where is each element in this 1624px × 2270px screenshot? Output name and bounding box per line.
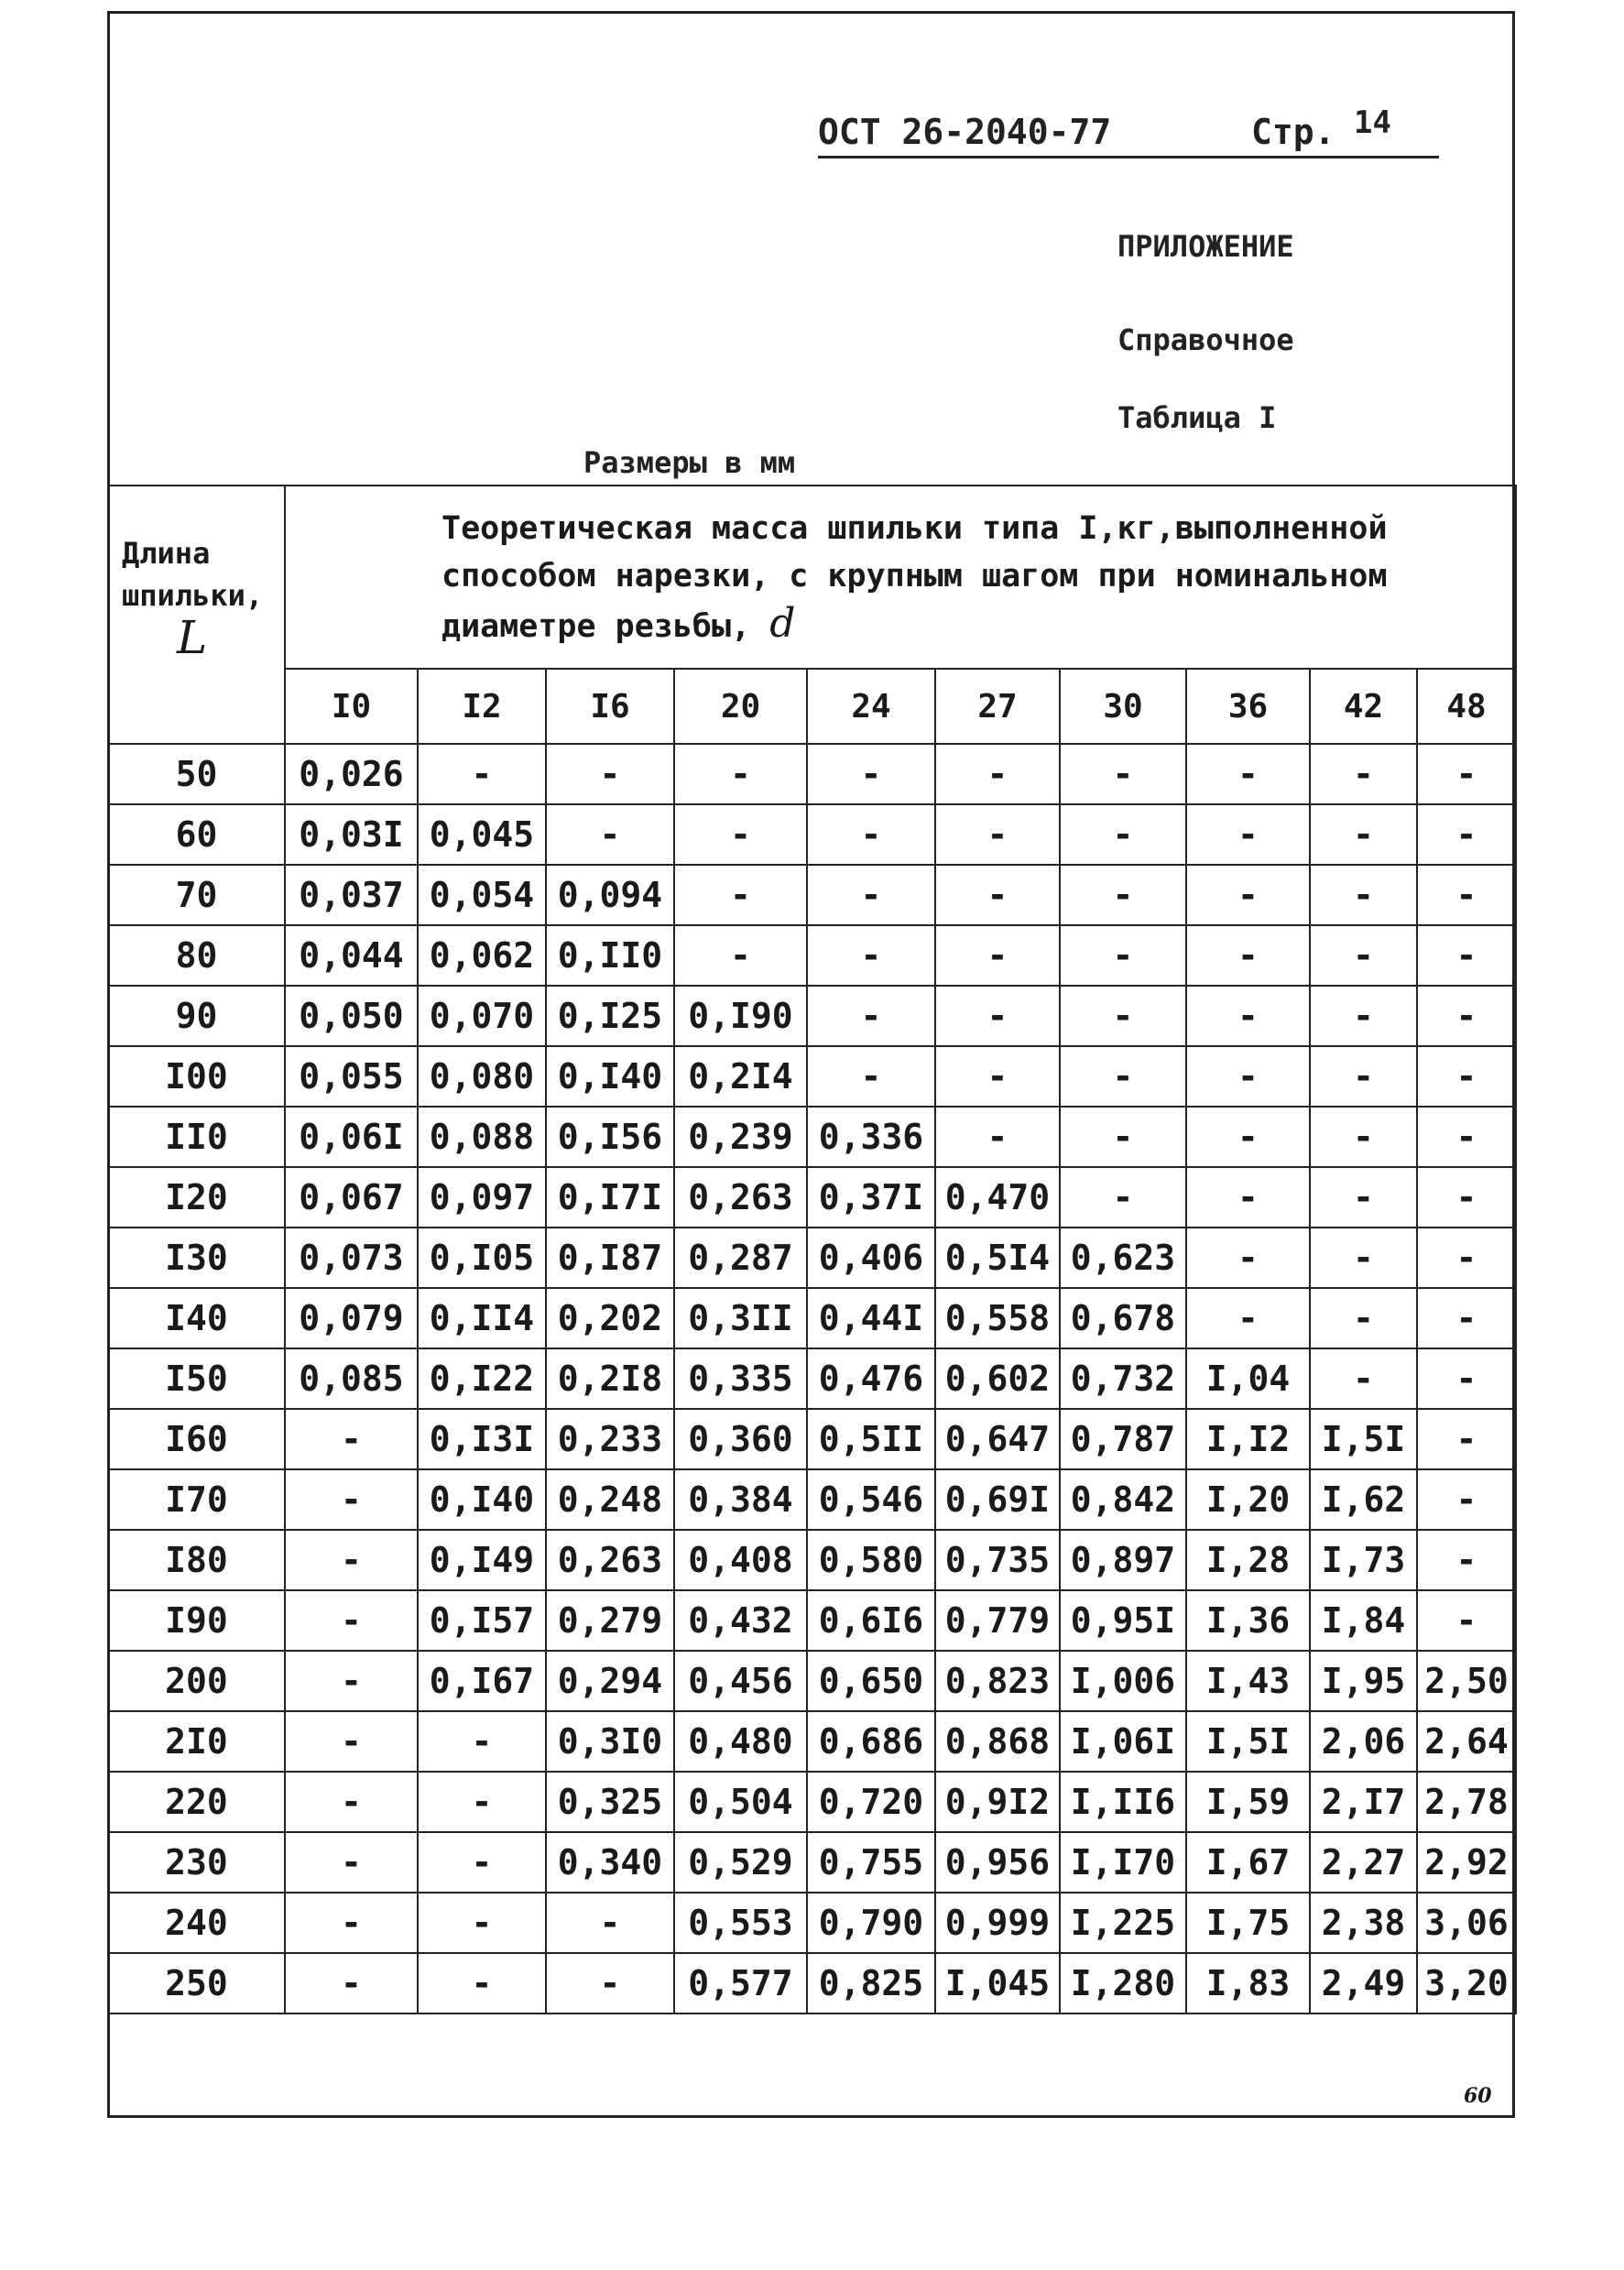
units-note: Размеры в мм xyxy=(583,445,796,480)
length-cell: I50 xyxy=(108,1348,285,1409)
mass-cell: 0,050 xyxy=(285,986,418,1046)
mass-cell: 0,3I0 xyxy=(546,1711,674,1772)
mass-cell: - xyxy=(285,1590,418,1651)
mass-cell: I,73 xyxy=(1310,1530,1417,1590)
page-label: Стр. xyxy=(1251,112,1335,152)
table-row xyxy=(108,1651,1516,1711)
mass-cell: 0,577 xyxy=(674,1953,807,2014)
mass-table xyxy=(107,485,1517,2014)
mass-cell: 0,868 xyxy=(935,1711,1060,1772)
table-row xyxy=(108,1228,1516,1288)
mass-cell: - xyxy=(418,1953,546,2014)
mass-cell: - xyxy=(1060,744,1186,804)
mass-cell: - xyxy=(807,865,935,925)
mass-cell: 0,787 xyxy=(1060,1409,1186,1469)
mass-cell: - xyxy=(285,1832,418,1893)
mass-cell: 0,073 xyxy=(285,1228,418,1288)
mass-cell: - xyxy=(935,865,1060,925)
mass-cell: - xyxy=(1417,1167,1516,1228)
mass-cell: 0,470 xyxy=(935,1167,1060,1228)
mass-cell: 0,755 xyxy=(807,1832,935,1893)
diameter-header: 24 xyxy=(807,669,935,744)
mass-cell: 0,II0 xyxy=(546,925,674,986)
mass-cell: - xyxy=(1060,804,1186,865)
table-row xyxy=(108,804,1516,865)
mass-cell: - xyxy=(1186,1046,1310,1107)
mass-cell: 0,842 xyxy=(1060,1469,1186,1530)
mass-cell: I,67 xyxy=(1186,1832,1310,1893)
mass-cell: 0,650 xyxy=(807,1651,935,1711)
mass-cell: 0,2I4 xyxy=(674,1046,807,1107)
mass-cell: - xyxy=(1060,1107,1186,1167)
mass-cell: 0,44I xyxy=(807,1288,935,1348)
mass-cell: I,62 xyxy=(1310,1469,1417,1530)
mass-cell: 2,I7 xyxy=(1310,1772,1417,1832)
length-cell: 70 xyxy=(108,865,285,925)
mass-cell: - xyxy=(285,1651,418,1711)
mass-cell: - xyxy=(418,1832,546,1893)
length-cell: 90 xyxy=(108,986,285,1046)
mass-cell: 0,546 xyxy=(807,1469,935,1530)
length-cell: 200 xyxy=(108,1651,285,1711)
mass-cell: 0,062 xyxy=(418,925,546,986)
length-cell: I70 xyxy=(108,1469,285,1530)
table-row xyxy=(108,1167,1516,1228)
diameter-header: I6 xyxy=(546,669,674,744)
mass-cell: 0,5II xyxy=(807,1409,935,1469)
mass-cell: - xyxy=(546,744,674,804)
mass-cell: 0,I05 xyxy=(418,1228,546,1288)
mass-cell: 0,06I xyxy=(285,1107,418,1167)
mass-cell: 0,558 xyxy=(935,1288,1060,1348)
mass-cell: 0,I22 xyxy=(418,1348,546,1409)
mass-cell: 0,248 xyxy=(546,1469,674,1530)
mass-cell: - xyxy=(285,1530,418,1590)
mass-cell: I,5I xyxy=(1186,1711,1310,1772)
mass-cell: 0,II4 xyxy=(418,1288,546,1348)
table-row xyxy=(108,1953,1516,2014)
mass-cell: - xyxy=(807,925,935,986)
mass-cell: - xyxy=(1417,1530,1516,1590)
mass-cell: - xyxy=(1310,1107,1417,1167)
mass-cell: 0,6I6 xyxy=(807,1590,935,1651)
mass-cell: 2,78 xyxy=(1417,1772,1516,1832)
mass-cell: 0,678 xyxy=(1060,1288,1186,1348)
mass-cell: 0,360 xyxy=(674,1409,807,1469)
mass-cell: 0,732 xyxy=(1060,1348,1186,1409)
mass-cell: - xyxy=(285,1953,418,2014)
reference-label: Справочное xyxy=(1117,322,1294,357)
mass-cell: 2,38 xyxy=(1310,1893,1417,1953)
title-line-1: Теоретическая масса шпильки типа I,кг,выполненной xyxy=(441,509,1388,547)
mass-cell: I,I2 xyxy=(1186,1409,1310,1469)
mass-cell: 0,956 xyxy=(935,1832,1060,1893)
mass-cell: - xyxy=(674,744,807,804)
mass-cell: - xyxy=(935,1107,1060,1167)
mass-cell: 0,279 xyxy=(546,1590,674,1651)
mass-cell: 0,I25 xyxy=(546,986,674,1046)
mass-cell: - xyxy=(285,1711,418,1772)
page-number: 14 xyxy=(1354,104,1391,141)
mass-cell: 0,080 xyxy=(418,1046,546,1107)
mass-cell: - xyxy=(1186,744,1310,804)
length-label-2: шпильки, xyxy=(122,578,264,613)
mass-cell: 0,079 xyxy=(285,1288,418,1348)
mass-cell: I,28 xyxy=(1186,1530,1310,1590)
mass-cell: 0,I40 xyxy=(546,1046,674,1107)
mass-cell: I,045 xyxy=(935,1953,1060,2014)
table-body xyxy=(108,744,1516,2014)
mass-cell: - xyxy=(807,744,935,804)
length-cell: 60 xyxy=(108,804,285,865)
mass-cell: 0,I49 xyxy=(418,1530,546,1590)
mass-cell: - xyxy=(418,1772,546,1832)
mass-cell: 0,580 xyxy=(807,1530,935,1590)
mass-cell: - xyxy=(1060,925,1186,986)
mass-cell: 0,408 xyxy=(674,1530,807,1590)
mass-cell: 0,480 xyxy=(674,1711,807,1772)
mass-cell: 0,95I xyxy=(1060,1590,1186,1651)
mass-cell: - xyxy=(1060,986,1186,1046)
mass-cell: - xyxy=(418,1711,546,1772)
mass-cell: 2,06 xyxy=(1310,1711,1417,1772)
mass-cell: - xyxy=(674,804,807,865)
mass-cell: 0,779 xyxy=(935,1590,1060,1651)
length-cell: 220 xyxy=(108,1772,285,1832)
mass-cell: I,06I xyxy=(1060,1711,1186,1772)
mass-cell: 0,432 xyxy=(674,1590,807,1651)
mass-cell: - xyxy=(935,986,1060,1046)
mass-cell: I,75 xyxy=(1186,1893,1310,1953)
mass-cell: - xyxy=(1186,1228,1310,1288)
mass-cell: - xyxy=(546,804,674,865)
diameter-header: 36 xyxy=(1186,669,1310,744)
mass-cell: 0,529 xyxy=(674,1832,807,1893)
mass-cell: - xyxy=(1417,1348,1516,1409)
mass-cell: 0,294 xyxy=(546,1651,674,1711)
mass-cell: 0,456 xyxy=(674,1651,807,1711)
mass-cell: 0,3II xyxy=(674,1288,807,1348)
diameter-header: I0 xyxy=(285,669,418,744)
mass-cell: 0,045 xyxy=(418,804,546,865)
mass-cell: 0,I7I xyxy=(546,1167,674,1228)
mass-cell: 0,336 xyxy=(807,1107,935,1167)
mass-cell: 0,070 xyxy=(418,986,546,1046)
mass-cell: - xyxy=(1417,1046,1516,1107)
length-cell: I60 xyxy=(108,1409,285,1469)
mass-cell: - xyxy=(674,865,807,925)
mass-cell: - xyxy=(1310,925,1417,986)
length-cell: 250 xyxy=(108,1953,285,2014)
mass-cell: 0,044 xyxy=(285,925,418,986)
table-row xyxy=(108,925,1516,986)
length-cell: 50 xyxy=(108,744,285,804)
mass-cell: 0,2I8 xyxy=(546,1348,674,1409)
mass-cell: 0,097 xyxy=(418,1167,546,1228)
mass-cell: - xyxy=(1417,1409,1516,1469)
diameter-header: 48 xyxy=(1417,669,1516,744)
table-row xyxy=(108,1469,1516,1530)
mass-cell: 0,085 xyxy=(285,1348,418,1409)
mass-cell: 0,999 xyxy=(935,1893,1060,1953)
mass-cell: 0,5I4 xyxy=(935,1228,1060,1288)
mass-cell: - xyxy=(935,804,1060,865)
length-symbol: L xyxy=(177,611,208,664)
table-row xyxy=(108,1711,1516,1772)
mass-cell: - xyxy=(285,1893,418,1953)
diameter-header-row xyxy=(108,669,1516,744)
mass-cell: 0,9I2 xyxy=(935,1772,1060,1832)
mass-cell: 0,055 xyxy=(285,1046,418,1107)
mass-cell: 0,504 xyxy=(674,1772,807,1832)
mass-cell: 0,384 xyxy=(674,1469,807,1530)
mass-cell: I,II6 xyxy=(1060,1772,1186,1832)
mass-cell: 0,623 xyxy=(1060,1228,1186,1288)
mass-cell: 0,I67 xyxy=(418,1651,546,1711)
mass-cell: - xyxy=(1417,1590,1516,1651)
length-cell: 80 xyxy=(108,925,285,986)
mass-cell: 0,054 xyxy=(418,865,546,925)
mass-cell: 0,69I xyxy=(935,1469,1060,1530)
mass-cell: 0,647 xyxy=(935,1409,1060,1469)
mass-cell: 0,553 xyxy=(674,1893,807,1953)
table-row xyxy=(108,1288,1516,1348)
mass-cell: 0,I90 xyxy=(674,986,807,1046)
mass-cell: 0,825 xyxy=(807,1953,935,2014)
doc-code: ОСТ 26-2040-77 xyxy=(818,112,1112,152)
mass-cell: 0,I87 xyxy=(546,1228,674,1288)
table-row xyxy=(108,1832,1516,1893)
mass-cell: 2,27 xyxy=(1310,1832,1417,1893)
length-header-cell xyxy=(108,486,285,744)
mass-cell: 0,067 xyxy=(285,1167,418,1228)
mass-cell: 0,340 xyxy=(546,1832,674,1893)
mass-cell: - xyxy=(1417,925,1516,986)
mass-cell: 0,I56 xyxy=(546,1107,674,1167)
mass-cell: - xyxy=(1186,804,1310,865)
table-label: Таблица I xyxy=(1117,400,1277,435)
length-cell: 2I0 xyxy=(108,1711,285,1772)
diameter-header: 42 xyxy=(1310,669,1417,744)
diameter-header: 30 xyxy=(1060,669,1186,744)
table-row xyxy=(108,1530,1516,1590)
mass-cell: - xyxy=(1060,865,1186,925)
mass-cell: 0,239 xyxy=(674,1107,807,1167)
diameter-symbol: d xyxy=(769,599,796,647)
mass-cell: 2,92 xyxy=(1417,1832,1516,1893)
length-label-1: Длина xyxy=(122,536,211,571)
diameter-header: 20 xyxy=(674,669,807,744)
length-cell: I00 xyxy=(108,1046,285,1107)
diameter-header: 27 xyxy=(935,669,1060,744)
mass-cell: - xyxy=(1417,1228,1516,1288)
mass-cell: I,I70 xyxy=(1060,1832,1186,1893)
mass-cell: 0,476 xyxy=(807,1348,935,1409)
table-row xyxy=(108,986,1516,1046)
mass-cell: I,43 xyxy=(1186,1651,1310,1711)
mass-cell: - xyxy=(546,1953,674,2014)
title-line-3: диаметре резьбы, xyxy=(441,607,751,645)
table-row xyxy=(108,1348,1516,1409)
mass-cell: - xyxy=(1417,744,1516,804)
table-row xyxy=(108,1046,1516,1107)
mass-cell: I,225 xyxy=(1060,1893,1186,1953)
mass-cell: - xyxy=(285,1409,418,1469)
mass-cell: I,59 xyxy=(1186,1772,1310,1832)
mass-cell: - xyxy=(1310,744,1417,804)
mass-cell: - xyxy=(1060,1167,1186,1228)
mass-cell: - xyxy=(1186,865,1310,925)
mass-cell: 0,790 xyxy=(807,1893,935,1953)
mass-cell: - xyxy=(285,1772,418,1832)
length-cell: I30 xyxy=(108,1228,285,1288)
mass-cell: 0,686 xyxy=(807,1711,935,1772)
mass-cell: - xyxy=(546,1893,674,1953)
table-row xyxy=(108,1590,1516,1651)
diameter-header: I2 xyxy=(418,669,546,744)
table-row xyxy=(108,1107,1516,1167)
appendix-label: ПРИЛОЖЕНИЕ xyxy=(1117,229,1294,264)
mass-cell: - xyxy=(935,744,1060,804)
length-cell: 230 xyxy=(108,1832,285,1893)
table-row xyxy=(108,1772,1516,1832)
mass-cell: I,006 xyxy=(1060,1651,1186,1711)
mass-cell: - xyxy=(1310,1046,1417,1107)
table-row xyxy=(108,1893,1516,1953)
mass-cell: 3,20 xyxy=(1417,1953,1516,2014)
mass-cell: 0,37I xyxy=(807,1167,935,1228)
mass-cell: - xyxy=(1417,986,1516,1046)
mass-cell: 0,823 xyxy=(935,1651,1060,1711)
mass-cell: - xyxy=(1417,1469,1516,1530)
mass-cell: I,5I xyxy=(1310,1409,1417,1469)
mass-cell: - xyxy=(807,1046,935,1107)
length-cell: I80 xyxy=(108,1530,285,1590)
mass-cell: - xyxy=(1060,1046,1186,1107)
mass-cell: - xyxy=(1417,865,1516,925)
mass-cell: I,95 xyxy=(1310,1651,1417,1711)
mass-cell: 0,I57 xyxy=(418,1590,546,1651)
mass-cell: 0,602 xyxy=(935,1348,1060,1409)
mass-cell: - xyxy=(1310,986,1417,1046)
mass-cell: - xyxy=(1417,804,1516,865)
mass-cell: I,20 xyxy=(1186,1469,1310,1530)
mass-cell: 2,50 xyxy=(1417,1651,1516,1711)
mass-cell: 0,037 xyxy=(285,865,418,925)
table-row xyxy=(108,744,1516,804)
mass-cell: - xyxy=(674,925,807,986)
mass-cell: - xyxy=(1310,1228,1417,1288)
mass-cell: - xyxy=(1417,1107,1516,1167)
mass-cell: - xyxy=(1186,1107,1310,1167)
mass-cell: 3,06 xyxy=(1417,1893,1516,1953)
mass-cell: 0,I3I xyxy=(418,1409,546,1469)
mass-cell: - xyxy=(418,744,546,804)
mass-cell: - xyxy=(807,804,935,865)
mass-cell: - xyxy=(1310,1288,1417,1348)
mass-cell: 0,088 xyxy=(418,1107,546,1167)
mass-cell: - xyxy=(935,925,1060,986)
mass-cell: - xyxy=(1186,925,1310,986)
mass-cell: 2,64 xyxy=(1417,1711,1516,1772)
table-row xyxy=(108,865,1516,925)
mass-cell: - xyxy=(1310,804,1417,865)
mass-cell: 0,026 xyxy=(285,744,418,804)
mass-cell: - xyxy=(1310,865,1417,925)
mass-cell: 0,094 xyxy=(546,865,674,925)
mass-cell: I,83 xyxy=(1186,1953,1310,2014)
length-cell: II0 xyxy=(108,1107,285,1167)
mass-cell: I,84 xyxy=(1310,1590,1417,1651)
header-underline xyxy=(818,156,1439,158)
mass-cell: - xyxy=(1310,1348,1417,1409)
mass-cell: - xyxy=(935,1046,1060,1107)
mass-cell: 0,202 xyxy=(546,1288,674,1348)
mass-cell: 0,233 xyxy=(546,1409,674,1469)
mass-cell: 0,406 xyxy=(807,1228,935,1288)
mass-cell: 0,03I xyxy=(285,804,418,865)
mass-cell: - xyxy=(418,1893,546,1953)
length-cell: 240 xyxy=(108,1893,285,1953)
mass-cell: - xyxy=(1186,1167,1310,1228)
length-cell: I20 xyxy=(108,1167,285,1228)
mass-cell: I,280 xyxy=(1060,1953,1186,2014)
mass-cell: - xyxy=(1310,1167,1417,1228)
mass-cell: 0,263 xyxy=(674,1167,807,1228)
table-row xyxy=(108,1409,1516,1469)
mass-cell: - xyxy=(1186,986,1310,1046)
mass-cell: 0,263 xyxy=(546,1530,674,1590)
mass-cell: I,36 xyxy=(1186,1590,1310,1651)
mass-cell: 2,49 xyxy=(1310,1953,1417,2014)
mass-cell: - xyxy=(285,1469,418,1530)
mass-cell: 0,897 xyxy=(1060,1530,1186,1590)
mass-cell: 0,287 xyxy=(674,1228,807,1288)
mass-cell: 0,325 xyxy=(546,1772,674,1832)
mass-cell: 0,735 xyxy=(935,1530,1060,1590)
mass-cell: I,04 xyxy=(1186,1348,1310,1409)
table-title-cell xyxy=(285,486,1516,669)
mass-cell: - xyxy=(807,986,935,1046)
mass-cell: 0,335 xyxy=(674,1348,807,1409)
mass-cell: 0,720 xyxy=(807,1772,935,1832)
footer-stamp: 60 xyxy=(1464,2084,1492,2108)
mass-cell: 0,I40 xyxy=(418,1469,546,1530)
title-row xyxy=(108,486,1516,669)
mass-cell: - xyxy=(1186,1288,1310,1348)
mass-cell: - xyxy=(1417,1288,1516,1348)
length-cell: I90 xyxy=(108,1590,285,1651)
length-cell: I40 xyxy=(108,1288,285,1348)
title-line-2: способом нарезки, с крупным шагом при номинальном xyxy=(441,557,1388,595)
